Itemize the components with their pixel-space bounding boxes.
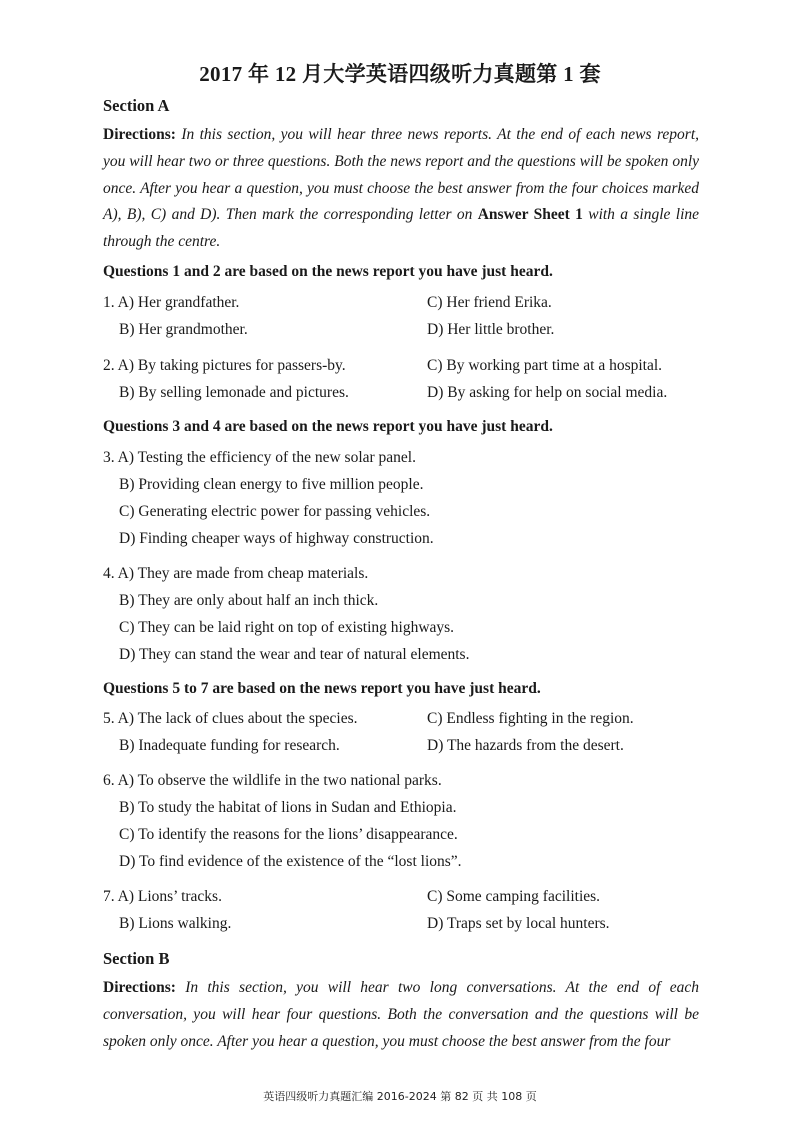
option-4c: C) They can be laid right on top of existing highways. — [119, 619, 455, 636]
option-1a: 1. A) Her grandfather. — [103, 294, 240, 311]
option-3a: 3. A) Testing the efficiency of the new solar panel. — [103, 449, 416, 466]
option-3d: D) Finding cheaper ways of highway construction. — [119, 530, 434, 547]
group-heading-3: Questions 5 to 7 are based on the news report you have just heard. — [103, 680, 541, 697]
option-5d: D) The hazards from the desert. — [427, 737, 624, 754]
option-4a: 4. A) They are made from cheap materials. — [103, 565, 369, 582]
section-a-directions — [103, 122, 699, 256]
option-2c: C) By working part time at a hospital. — [427, 357, 663, 374]
page-footer: 英语四级听力真题汇编 2016-2024 第 82 页 共 108 页 — [263, 1090, 537, 1103]
directions-tail: with a single line through the centre. — [103, 206, 700, 251]
option-2d: D) By asking for help on social media. — [427, 384, 668, 401]
option-7d: D) Traps set by local hunters. — [427, 915, 610, 932]
directions-label: Directions: — [103, 979, 176, 996]
option-5c: C) Endless fighting in the region. — [427, 710, 634, 727]
option-7a: 7. A) Lions’ tracks. — [103, 888, 222, 905]
option-7c: C) Some camping facilities. — [427, 888, 601, 905]
section-b-heading: Section B — [103, 949, 170, 968]
group-heading-2: Questions 3 and 4 are based on the news report you have just heard. — [103, 418, 553, 435]
option-4b: B) They are only about half an inch thick. — [119, 592, 379, 609]
option-4d: D) They can stand the wear and tear of natural elements. — [119, 646, 470, 663]
directions-text: In this section, you will hear two long conversations. At the end of each conversation, you will hear four questions. Both the conversation and the questions will be spoken only once. After you hear a question, you must choose the best answer from the four — [103, 979, 699, 1050]
option-5b: B) Inadequate funding for research. — [119, 737, 340, 754]
option-6d: D) To find evidence of the existence of the “lost lions”. — [119, 853, 462, 870]
page-title: 2017 年 12 月大学英语四级听力真题第 1 套 — [199, 62, 601, 86]
directions-label: Directions: — [103, 126, 176, 143]
group-heading-1: Questions 1 and 2 are based on the news report you have just heard. — [103, 263, 553, 280]
option-2a: 2. A) By taking pictures for passers-by. — [103, 357, 346, 374]
option-1d: D) Her little brother. — [427, 321, 555, 338]
option-1c: C) Her friend Erika. — [427, 294, 552, 311]
answer-sheet-label: Answer Sheet 1 — [477, 206, 583, 224]
section-a-heading: Section A — [103, 96, 170, 115]
option-3b: B) Providing clean energy to five million people. — [119, 476, 424, 493]
section-b-directions — [103, 975, 699, 1055]
option-7b: B) Lions walking. — [119, 915, 232, 932]
directions-text: In this section, you will hear three news reports. At the end of each news report, you will hear two or three questions. Both the news report and the questions will be spoken only once. After you hear a question, you must choose the best answer from the four choices marked A), B), C) and D). Then mark the corresponding letter on — [103, 126, 699, 224]
option-3c: C) Generating electric power for passing vehicles. — [119, 503, 431, 520]
option-5a: 5. A) The lack of clues about the species. — [103, 710, 358, 727]
option-6b: B) To study the habitat of lions in Sudan and Ethiopia. — [119, 799, 457, 816]
option-1b: B) Her grandmother. — [119, 321, 248, 338]
option-2b: B) By selling lemonade and pictures. — [119, 384, 349, 401]
option-6c: C) To identify the reasons for the lions’ disappearance. — [119, 826, 458, 843]
option-6a: 6. A) To observe the wildlife in the two national parks. — [103, 772, 442, 789]
